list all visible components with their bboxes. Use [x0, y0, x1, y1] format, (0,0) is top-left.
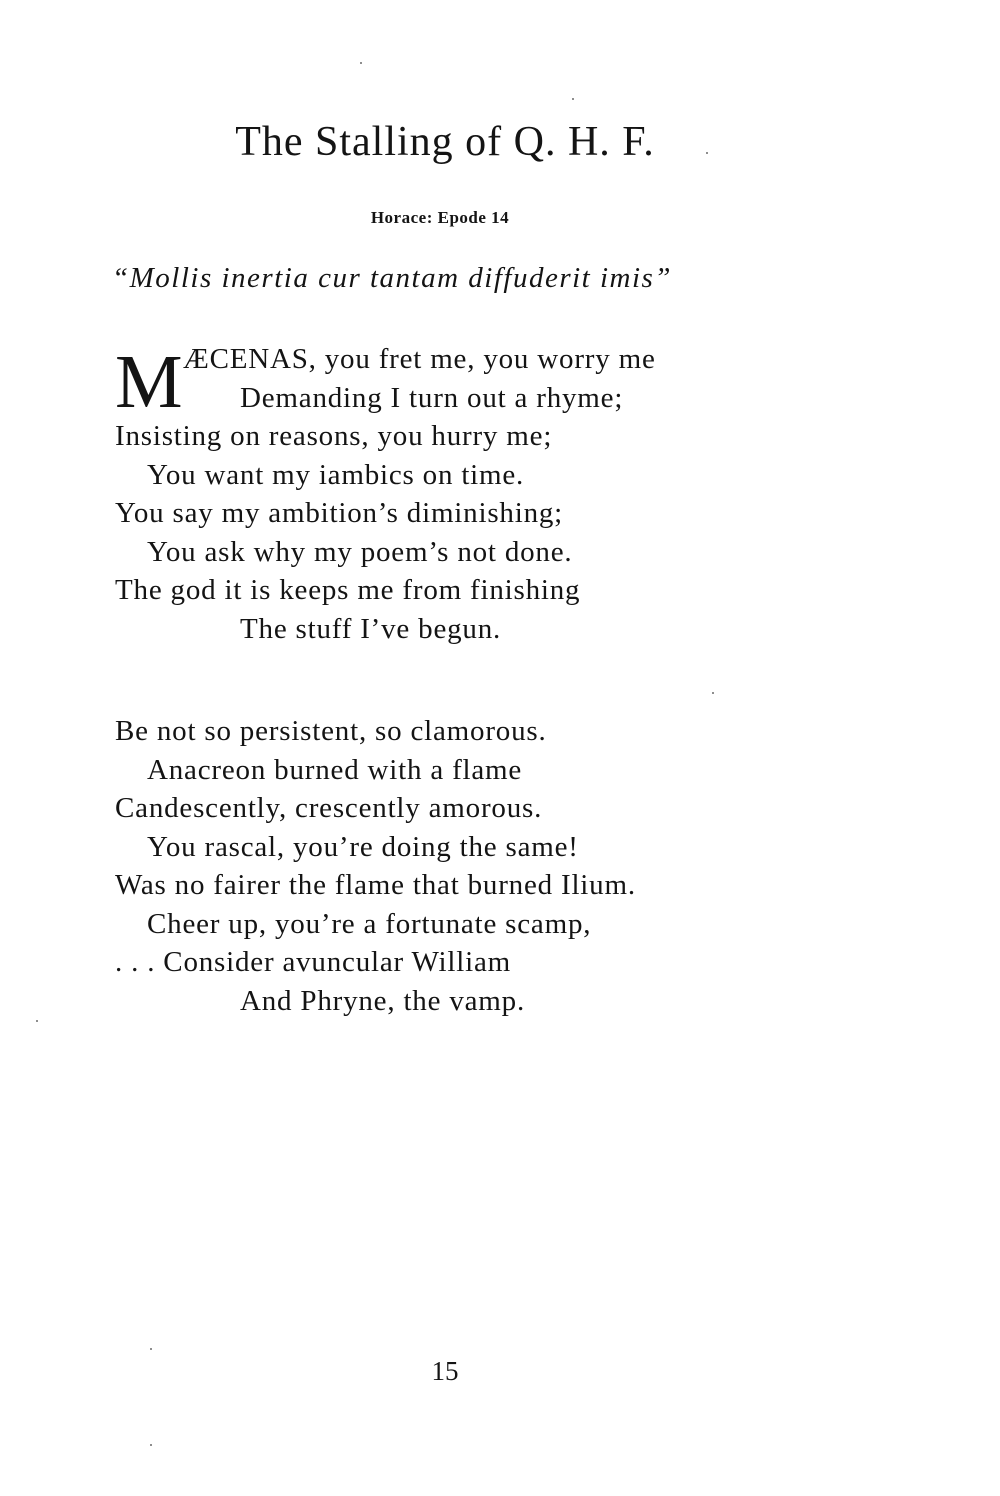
drop-cap: M [115, 340, 184, 424]
poem-line: Be not so persistent, so clamorous. [115, 715, 547, 747]
stanza-2 [115, 712, 636, 1020]
poem-line-text: ÆCENAS, you fret me, you worry me [183, 343, 656, 375]
poem-line: The stuff I’ve begun. [240, 612, 502, 645]
poem-line: Candescently, crescently amorous. [115, 792, 543, 824]
poem-line: Insisting on reasons, you hurry me; [115, 420, 553, 452]
stanza-1 [115, 340, 656, 648]
poem-line: . . . Consider avuncular William [115, 946, 511, 978]
poem-line: You want my iambics on time. [147, 458, 525, 491]
print-speck [360, 62, 362, 64]
poem-line: Demanding I turn out a rhyme; [240, 381, 624, 414]
print-speck [712, 692, 714, 694]
print-speck [572, 98, 574, 100]
poem-title: The Stalling of Q. H. F. [235, 119, 655, 165]
poem-line: You ask why my poem’s not done. [147, 535, 573, 568]
print-speck [706, 152, 708, 154]
poem-line: Anacreon burned with a flame [147, 753, 523, 786]
page-number: 15 [431, 1356, 459, 1386]
latin-epigraph: “Mollis inertia cur tantam diffuderit imis” [112, 262, 672, 294]
poem-line: You say my ambition’s diminishing; [115, 497, 564, 529]
print-speck [36, 1020, 38, 1022]
poem-subtitle: Horace: Epode 14 [370, 208, 510, 227]
poem-line: And Phryne, the vamp. [240, 984, 526, 1017]
print-speck [150, 1348, 152, 1350]
poem-line: Was no fairer the flame that burned Ilium. [115, 869, 636, 901]
poem-line: You rascal, you’re doing the same! [147, 830, 579, 863]
poem-line: Cheer up, you’re a fortunate scamp, [147, 907, 592, 940]
print-speck [150, 1444, 152, 1446]
poem-line: The god it is keeps me from finishing [115, 574, 581, 606]
